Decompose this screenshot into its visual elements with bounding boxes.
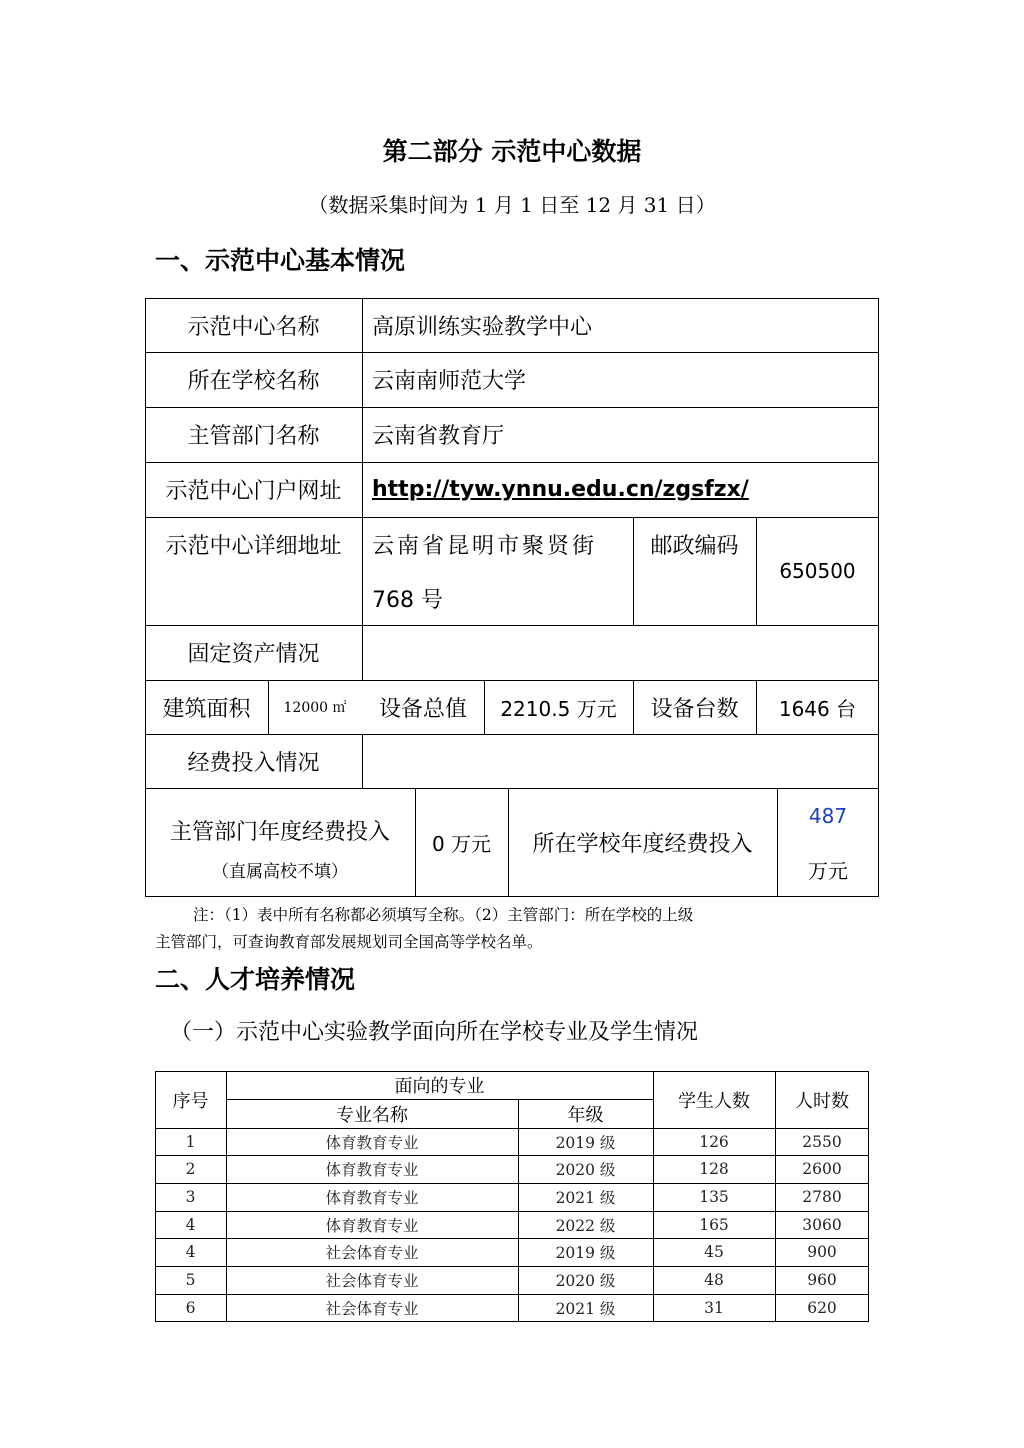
note-line-2: 主管部门，可查询教育部发展规划司全国高等学校名单。 bbox=[155, 933, 543, 951]
equip-value: 2210.5 万元 bbox=[500, 696, 617, 721]
row-hours: 2600 bbox=[802, 1160, 842, 1178]
row-index: 5 bbox=[185, 1271, 196, 1289]
equip-count-label: 设备台数 bbox=[650, 696, 739, 722]
table-note bbox=[155, 902, 875, 956]
col-hours-header: 人时数 bbox=[795, 1090, 849, 1112]
funding-label: 经费投入情况 bbox=[187, 750, 320, 776]
row-students: 128 bbox=[699, 1160, 729, 1178]
row-index: 4 bbox=[185, 1215, 196, 1234]
row-grade: 2021 级 bbox=[555, 1300, 616, 1318]
row-index: 6 bbox=[185, 1299, 196, 1317]
row-major: 社会体育专业 bbox=[325, 1272, 419, 1290]
row-index: 1 bbox=[185, 1132, 196, 1151]
school-funding-unit: 万元 bbox=[808, 858, 848, 883]
col-students-header: 学生人数 bbox=[678, 1090, 750, 1112]
col-major-name-header: 专业名称 bbox=[336, 1104, 408, 1126]
dept-funding-value: 0 万元 bbox=[431, 832, 492, 856]
school-funding-label: 所在学校年度经费投入 bbox=[532, 832, 753, 857]
assets-label: 固定资产情况 bbox=[187, 642, 320, 667]
row-students: 135 bbox=[699, 1188, 729, 1206]
dept-funding-note: （直属高校不填） bbox=[212, 861, 348, 882]
section2-subheading: （一）示范中心实验教学面向所在学校专业及学生情况 bbox=[170, 1020, 699, 1045]
row-hours: 620 bbox=[807, 1299, 837, 1317]
row-grade: 2020 级 bbox=[555, 1161, 616, 1179]
row-major: 体育教育专业 bbox=[325, 1161, 419, 1179]
row-index: 3 bbox=[185, 1188, 196, 1206]
row-grade: 2021 级 bbox=[555, 1189, 616, 1207]
address-line1: 云南省昆明市聚贤街 bbox=[372, 533, 598, 559]
portal-url-label: 示范中心门户网址 bbox=[165, 479, 342, 504]
row-hours: 2550 bbox=[802, 1132, 842, 1151]
center-name-value: 高原训练实验教学中心 bbox=[372, 314, 593, 340]
row-grade: 2019 级 bbox=[555, 1244, 616, 1262]
row-major: 体育教育专业 bbox=[325, 1189, 419, 1207]
row-grade: 2019 级 bbox=[555, 1133, 616, 1152]
equip-count-value: 1646 台 bbox=[778, 696, 857, 721]
col-major-group-header: 面向的专业 bbox=[394, 1076, 485, 1097]
portal-url-link[interactable]: http://tyw.ynnu.edu.cn/zgsfzx/ bbox=[372, 477, 749, 502]
note-line-1: 注：（1）表中所有名称都必须填写全称。（2）主管部门：所在学校的上级 bbox=[193, 906, 694, 924]
equip-value-label: 设备总值 bbox=[378, 696, 467, 722]
col-grade-header: 年级 bbox=[567, 1104, 604, 1126]
postcode-value: 650500 bbox=[779, 559, 856, 583]
school-name-label: 所在学校名称 bbox=[187, 369, 320, 394]
row-grade: 2022 级 bbox=[555, 1216, 616, 1235]
row-students: 48 bbox=[704, 1271, 724, 1289]
row-hours: 960 bbox=[807, 1271, 837, 1289]
row-hours: 2780 bbox=[802, 1188, 842, 1206]
section2-heading: 二、人才培养情况 bbox=[155, 965, 356, 994]
col-index-header: 序号 bbox=[172, 1090, 209, 1112]
row-major: 社会体育专业 bbox=[325, 1244, 419, 1262]
postcode-label: 邮政编码 bbox=[650, 533, 739, 559]
school-funding-value: 487 bbox=[808, 804, 848, 828]
row-hours: 3060 bbox=[802, 1215, 842, 1234]
section1-heading: 一、示范中心基本情况 bbox=[155, 246, 406, 275]
row-index: 2 bbox=[185, 1160, 196, 1178]
row-students: 165 bbox=[699, 1215, 729, 1234]
row-students: 126 bbox=[699, 1132, 729, 1151]
dept-name-value: 云南省教育厅 bbox=[372, 424, 505, 449]
row-major: 体育教育专业 bbox=[325, 1133, 419, 1152]
row-grade: 2020 级 bbox=[555, 1272, 616, 1290]
row-index: 4 bbox=[185, 1243, 196, 1261]
row-major: 社会体育专业 bbox=[325, 1300, 419, 1318]
dept-funding-label: 主管部门年度经费投入 bbox=[169, 819, 390, 845]
center-name-label: 示范中心名称 bbox=[187, 314, 320, 340]
page-title: 第二部分 示范中心数据 bbox=[382, 137, 642, 166]
address-line2: 768 号 bbox=[372, 587, 443, 613]
row-students: 31 bbox=[704, 1299, 724, 1317]
collection-period: （数据采集时间为 1 月 1 日至 12 月 31 日） bbox=[308, 193, 716, 217]
row-major: 体育教育专业 bbox=[325, 1216, 419, 1235]
area-value: 12000 ㎡ bbox=[283, 700, 347, 716]
row-students: 45 bbox=[704, 1243, 724, 1261]
address-label: 示范中心详细地址 bbox=[165, 533, 342, 559]
row-hours: 900 bbox=[807, 1243, 837, 1261]
school-name-value: 云南南师范大学 bbox=[372, 369, 527, 394]
area-label: 建筑面积 bbox=[162, 696, 251, 722]
dept-name-label: 主管部门名称 bbox=[187, 424, 320, 449]
